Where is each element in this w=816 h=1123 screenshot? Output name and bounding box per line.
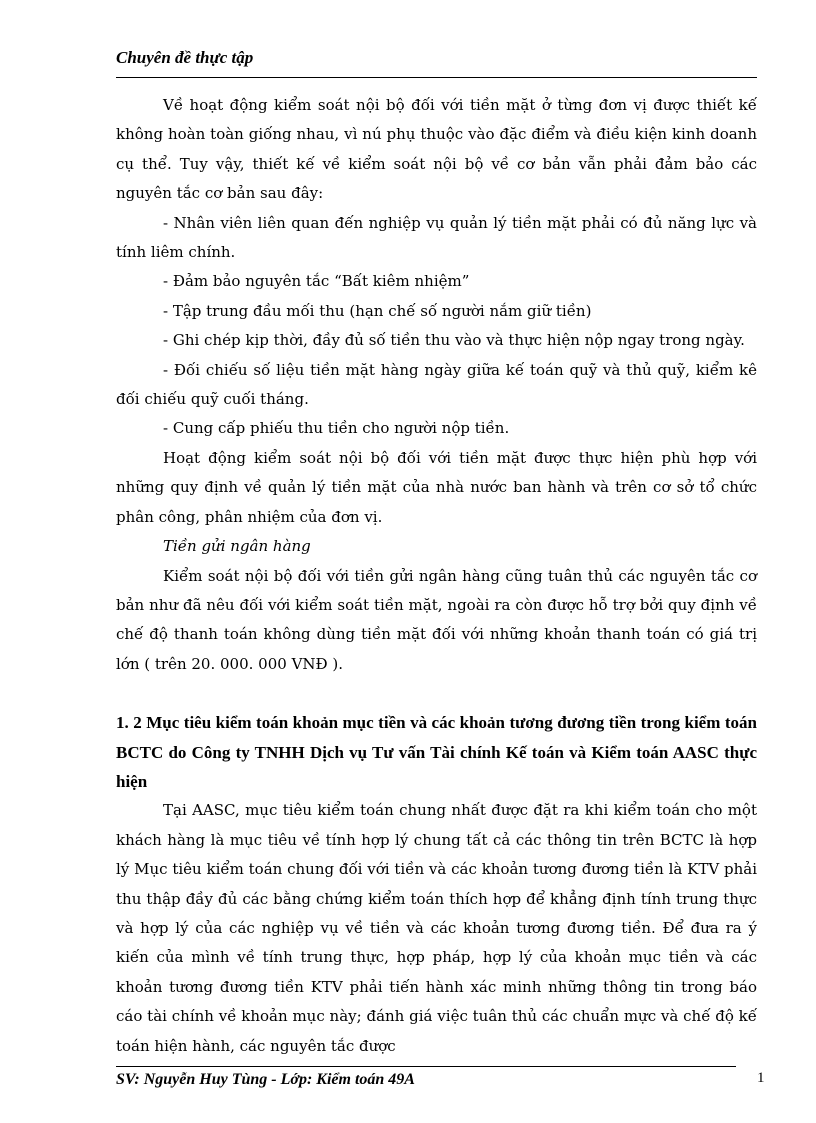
footer-student: SV: Nguyễn Huy Tùng - Lớp: Kiểm toán 49A — [116, 1071, 415, 1088]
list-item-segregation: - Đảm bảo nguyên tắc “Bất kiêm nhiệm” — [163, 272, 470, 291]
paragraph-bank-control: Kiểm soát nội bộ đối với tiền gửi ngân hàng cũng tuân thủ các nguyên tắc cơ bản như đã nêu đối với kiểm soát tiền mặt, ngoài ra còn được hỗ trợ bởi quy định về chế độ thanh toán không dùng tiền mặt đối với những khoản thanh toán có giá trị lớn ( trên 20. 000. 000 VNĐ ). — [116, 566, 757, 673]
list-item-staff: - Nhân viên liên quan đến nghiệp vụ quản lý tiền mặt phải có đủ năng lực và tính liêm chính. — [116, 213, 757, 262]
page-number: 1 — [757, 1070, 765, 1086]
footer-divider — [116, 1066, 736, 1067]
list-item-centralize: - Tập trung đầu mối thu (hạn chế số người nắm giữ tiền) — [163, 301, 592, 320]
list-item-receipt: - Cung cấp phiếu thu tiền cho người nộp tiền. — [163, 419, 510, 438]
section-heading: 1. 2 Mục tiêu kiểm toán khoản mục tiền và các khoản tương đương tiền trong kiểm toán BCTC do Công ty TNHH Dịch vụ Tư vấn Tài chính Kế toán và Kiểm toán AASC thực hiện — [116, 713, 757, 791]
page-header-title: Chuyên đề thực tập — [116, 48, 254, 67]
header-divider — [116, 77, 757, 78]
paragraph-intro: Về hoạt động kiểm soát nội bộ đối với tiền mặt ở từng đơn vị được thiết kế không hoàn toàn giống nhau, vì nú phụ thuộc vào đặc điểm và điều kiện kinh doanh cụ thể. Tuy vậy, thiết kế về kiểm soát nội bộ về cơ bản vẫn phải đảm bảo các nguyên tắc cơ bản sau đây: — [116, 96, 757, 203]
list-item-recording: - Ghi chép kịp thời, đầy đủ số tiền thu vào và thực hiện nộp ngay trong ngày. — [163, 331, 745, 350]
subheading-bank-deposits: Tiền gửi ngân hàng — [163, 537, 311, 556]
list-item-reconcile: - Đối chiếu số liệu tiền mặt hàng ngày giữa kế toán quỹ và thủ quỹ, kiểm kê đối chiếu quỹ cuối tháng. — [116, 360, 757, 409]
section-spacer — [116, 679, 757, 708]
document-body — [116, 91, 757, 1061]
paragraph-audit-objectives: Tại AASC, mục tiêu kiểm toán chung nhất được đặt ra khi kiểm toán cho một khách hàng là mục tiêu về tính hợp lý chung tất cả các thông tin trên BCTC là hợp lý Mục tiêu kiểm toán chung đối với tiền và các khoản tương đương tiền là KTV phải thu thập đầy đủ các bằng chứng kiểm toán thích hợp để khẳng định tính trung thực và hợp lý của các nghiệp vụ về tiền và các khoản tương đương tiền. Để đưa ra ý kiến của mình về tính trung thực, hợp pháp, hợp lý của khoản mục tiền và các khoản tương đương tiền KTV phải tiến hành xác minh những thông tin trong báo cáo tài chính về khoản mục này; đánh giá việc tuân thủ các chuẩn mực và chế độ kế toán hiện hành, các nguyên tắc được — [116, 801, 757, 1055]
paragraph-cash-control: Hoạt động kiểm soát nội bộ đối với tiền mặt được thực hiện phù hợp với những quy định về quản lý tiền mặt của nhà nước ban hành và trên cơ sở tổ chức phân công, phân nhiệm của đơn vị. — [116, 448, 757, 526]
